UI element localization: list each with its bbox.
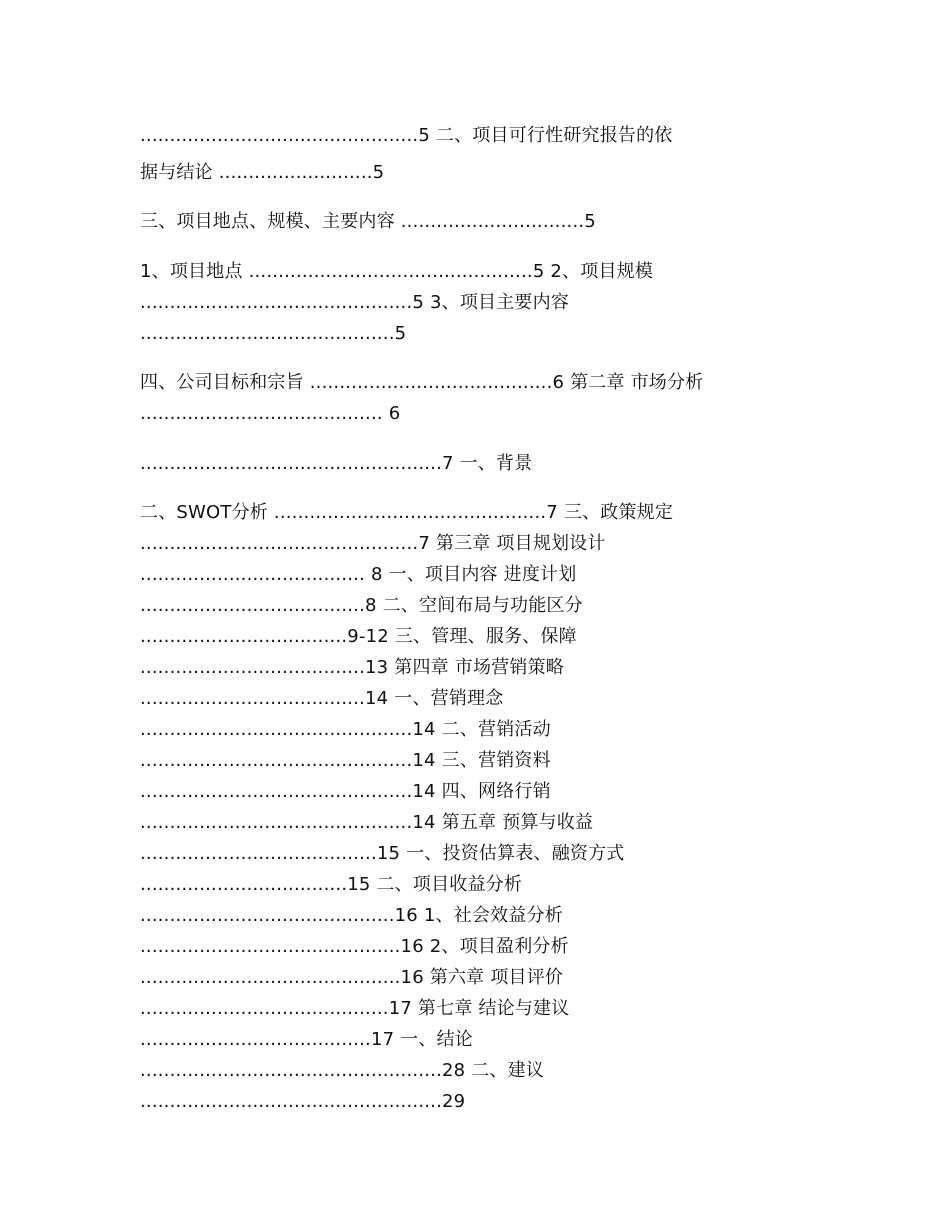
toc-line: ...........................................16 1、社会效益分析 — [140, 905, 563, 926]
toc-line: ......................................14 一、营销理念 — [140, 688, 504, 709]
toc-line: ...................................................7 一、背景 — [140, 453, 533, 474]
toc-line: ..............................................14 二、营销活动 — [140, 719, 551, 740]
toc-line: ...................................... 8 一、项目内容 进度计划 — [140, 564, 577, 585]
toc-line: .......................................17 一、结论 — [140, 1029, 473, 1050]
toc-line: ...............................................5 二、项目可行性研究报告的依 — [140, 125, 673, 146]
toc-line: ...................................9-12 三、管理、服务、保障 — [140, 626, 577, 647]
toc-line: ......................................8 二、空间布局与功能区分 — [140, 595, 583, 616]
toc-line: ........................................15 一、投资估算表、融资方式 — [140, 843, 625, 864]
toc-line: 四、公司目标和宗旨 .........................................6 第二章 市场分析 — [140, 372, 704, 393]
toc-line: 1、项目地点 ................................................5 2、项目规模 — [140, 261, 654, 282]
toc-line: ..............................................14 第五章 预算与收益 — [140, 812, 594, 833]
toc-line: ............................................16 第六章 项目评价 — [140, 967, 564, 988]
toc-line: ...................................................28 二、建议 — [140, 1060, 545, 1081]
toc-line: ...................................................29 — [140, 1091, 466, 1112]
toc-line: 据与结论 ..........................5 — [140, 162, 385, 183]
toc-line: ......................................13 第四章 市场营销策略 — [140, 657, 564, 678]
toc-line: ...............................................7 第三章 项目规划设计 — [140, 533, 606, 554]
toc-line: 二、SWOT分析 ..............................................7 三、政策规定 — [140, 502, 674, 523]
toc-line: ..............................................5 3、项目主要内容 — [140, 292, 570, 313]
toc-line: ..............................................14 四、网络行销 — [140, 781, 551, 802]
toc-line: ...................................15 二、项目收益分析 — [140, 874, 523, 895]
toc-line: ..........................................17 第七章 结论与建议 — [140, 998, 570, 1019]
toc-line: ............................................16 2、项目盈利分析 — [140, 936, 569, 957]
toc-line: ..............................................14 三、营销资料 — [140, 750, 551, 771]
toc-line: 三、项目地点、规模、主要内容 ...............................5 — [140, 211, 596, 232]
toc-line: ......................................... 6 — [140, 403, 401, 424]
toc-line: ...........................................5 — [140, 323, 407, 344]
